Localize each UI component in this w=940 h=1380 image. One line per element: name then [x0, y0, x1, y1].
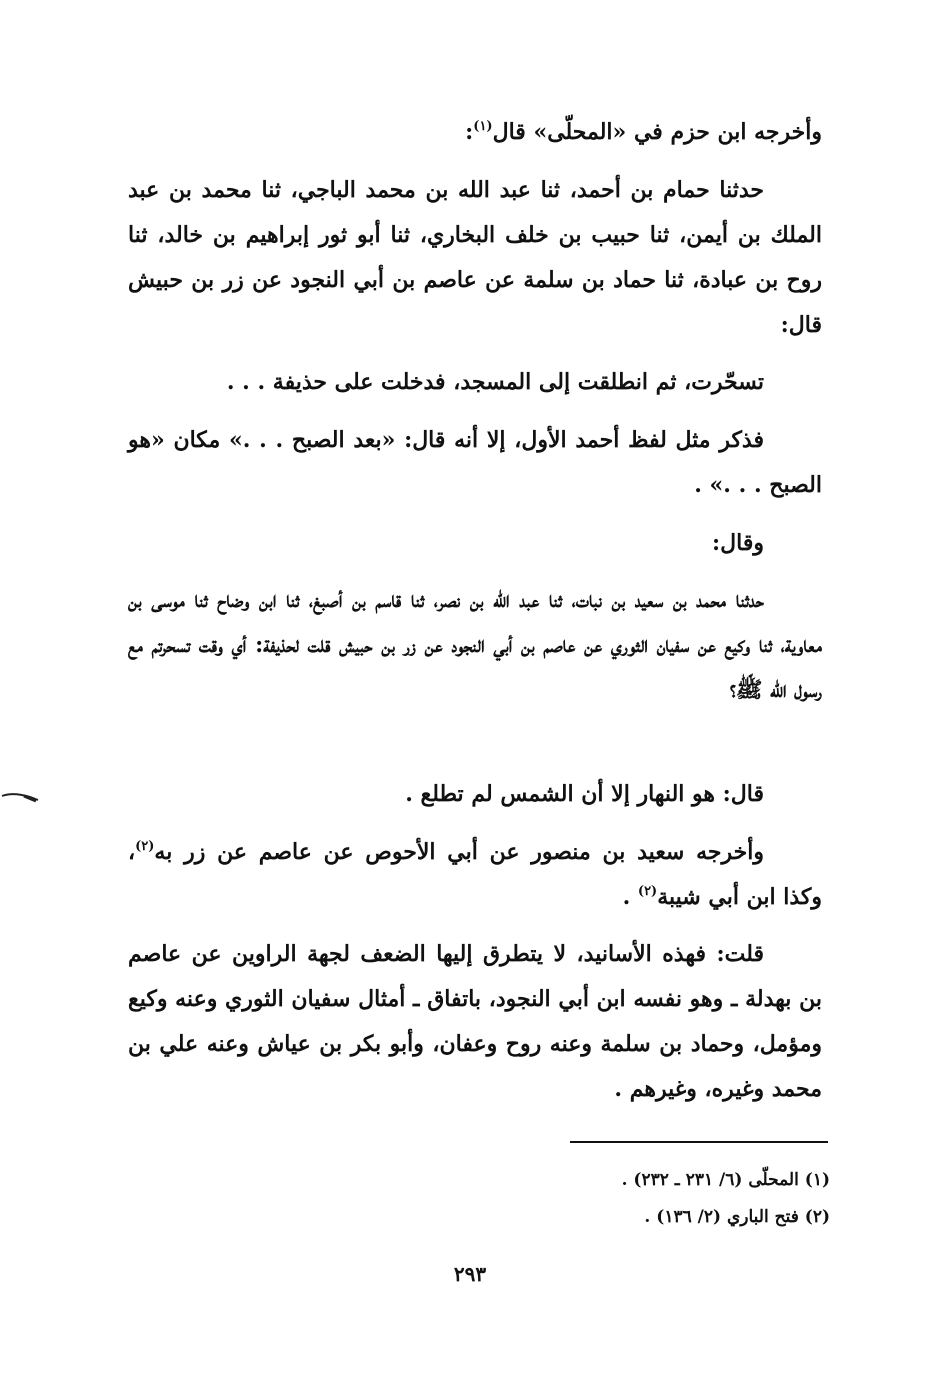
paragraph-7: قال: هو النهار إلا أن الشمس لم تطلع .: [405, 781, 764, 807]
footnote-1: (١) المحلّى (٦/ ٢٣١ ـ ٢٣٢) .: [621, 1170, 830, 1190]
paragraph-6: حدثنا محمد بن سعيد بن نبات، ثنا عبد الله بن نصر، ثنا قاسم بن أصبغ، ثنا ابن وضاح ثنا موسى بن معاوية، ثنا وكيع عن سفيان الثوري عن عاصم بن أبي النجود عن زر بن حبيش قلت لحذيفة: أي وقت تسحرتم مع رسول الله ﷺ؟: [128, 587, 822, 703]
footnote-ref-2b: (٢): [637, 884, 658, 899]
paragraph-9: قلت: فهذه الأسانيد، لا يتطرق إليها الضعف لجهة الراوين عن عاصم بن بهدلة ـ وهو نفسه ابن أبي النجود، باتفاق ـ أمثال سفيان الثوري وعنه وكيع ومؤمل، وحماد بن سلمة وعنه روح وعفان، وأبو بكر بن عياش وعنه علي بن محمد وغيره، وغيرهم .: [128, 941, 822, 1102]
paragraph-1-colon: :: [465, 119, 474, 145]
paragraph-1-text: وأخرجه ابن حزم في «المحلّى» قال: [492, 119, 822, 145]
footnote-ref-1: (١): [473, 119, 493, 134]
paragraph-1: [128, 110, 822, 155]
paragraph-8-text-a: وأخرجه سعيد بن منصور عن أبي الأحوص عن عاصم عن زر به: [154, 839, 764, 865]
paragraph-8-text-b: ، وكذا ابن أبي شيبة: [128, 839, 822, 910]
page-number: ٢٩٣: [453, 1262, 487, 1286]
footnote-ref-2a: (٢): [135, 839, 155, 854]
paragraph-8: [128, 830, 822, 920]
paragraph-8-text-c: .: [622, 884, 638, 910]
scan-margin-mark: [0, 790, 40, 804]
footnote-separator: [570, 1141, 828, 1143]
paragraph-4: فذكر مثل لفظ أحمد الأول، إلا أنه قال: «بعد الصبح . . .» مكان «هو الصبح . . .» .: [128, 427, 822, 498]
footnote-2: (٢) فتح الباري (٢/ ١٣٦) .: [644, 1207, 830, 1227]
paragraph-2: حدثنا حمام بن أحمد، ثنا عبد الله بن محمد الباجي، ثنا محمد بن عبد الملك بن أيمن، ثنا حبيب بن خلف البخاري، ثنا أبو ثور إبراهيم بن خالد، ثنا روح بن عبادة، ثنا حماد بن سلمة عن عاصم بن أبي النجود عن زر بن حبيش قال:: [128, 177, 822, 338]
paragraph-5: وقال:: [712, 530, 764, 556]
paragraph-3: تسحّرت، ثم انطلقت إلى المسجد، فدخلت على حذيفة . . .: [226, 369, 764, 395]
